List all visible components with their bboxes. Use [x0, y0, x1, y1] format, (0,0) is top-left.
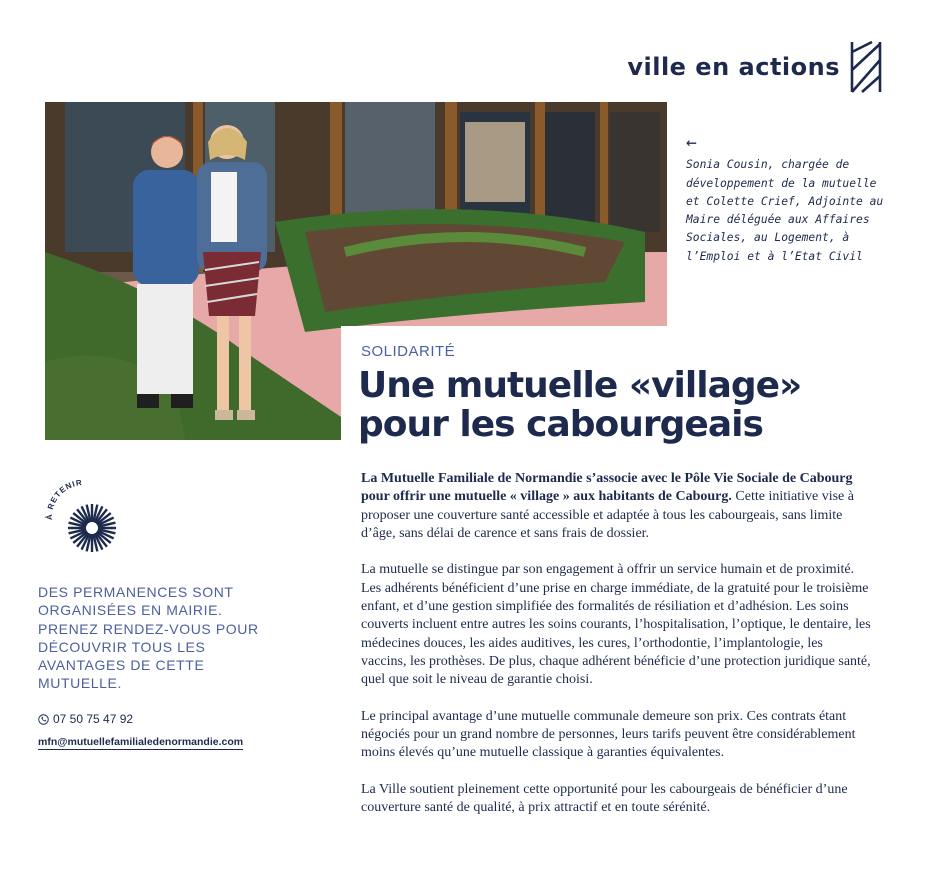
badge-text: À RETENIR	[44, 480, 84, 521]
brand-title: ville en actions	[627, 53, 840, 81]
photo-caption	[686, 134, 886, 266]
a-retenir-badge	[44, 480, 124, 556]
ville-logo-icon	[850, 40, 882, 94]
lead-bold: La Mutuelle Familiale de Normandie s’associe avec le Pôle Vie Sociale de Cabourg pour offrir une mutuelle « village » aux habitants de Cabourg.	[361, 471, 853, 505]
lead-rest: Cette initiative vise à proposer une couverture santé accessible et adaptée à tous les cabourgeais, sans limite d’âge, sans délai de carence et sans frais de dossier.	[361, 489, 854, 541]
left-arrow-icon: ←	[686, 132, 697, 153]
article-title-line-2: pour les cabourgeais	[358, 404, 763, 445]
sunburst-center	[88, 524, 96, 532]
article-title-line-1: Une mutuelle «village»	[358, 365, 802, 406]
phone-row[interactable]	[38, 712, 243, 726]
caption-text: Sonia Cousin, chargée de développement de la mutuelle et Colette Crief, Adjointe au Maire déléguée aux Affaires Sociales, au Logement, à l’Emploi et à l’Etat Civil	[686, 158, 884, 263]
email-link[interactable]: mfn@mutuellefamilialedenormandie.com	[38, 736, 244, 748]
aside-callout: DES PERMANENCES SONT ORGANISÉES EN MAIRIE. PRENEZ RENDEZ-VOUS POUR DÉCOUVRIR TOUS LES AVANTAGES DE CETTE MUTUELLE.	[38, 584, 259, 692]
svg-text:À RETENIR	[45, 480, 83, 520]
article-body	[361, 470, 871, 836]
paragraph-1	[361, 470, 871, 543]
article-title	[358, 366, 898, 444]
paragraph-2: La mutuelle se distingue par son engagement à offrir un service humain et de proximité. Les adhérents bénéficient d’une prise en charge immédiate, de la gratuité pour le troisième enfant, et d’une gestion simplifiée des formalités de résiliation et d’adhésion. Les soins couverts incluent entre autres les soins courants, l’hospitalisation, l’optique, le dentaire, les médecines douces, les aides auditives, les cures, l’orthodontie, l’implantologie, les vaccins, les prothèses. De plus, chaque adhérent bénéficie d’une protection juridique santé, quel que soit le niveau de garantie choisi.	[361, 562, 871, 688]
brand-header	[627, 40, 882, 94]
paragraph-4: La Ville soutient pleinement cette opportunité pour les cabourgeais de bénéficier d’une couverture santé de qualité, à prix attractif et en toute sérénité.	[361, 782, 848, 816]
sunburst-rays	[68, 504, 116, 552]
contact-block	[38, 712, 243, 748]
phone-icon	[38, 714, 49, 725]
paragraph-3: Le principal avantage d’une mutuelle communale demeure son prix. Ces contrats étant négociés pour un grand nombre de personnes, leurs tarifs peuvent être considérablement moins élevés qu’une mutuelle classique à garanties équivalentes.	[361, 708, 856, 761]
sunburst-icon	[44, 480, 124, 556]
phone-number: 07 50 75 47 92	[53, 712, 134, 726]
category-label: SOLIDARITÉ	[361, 343, 456, 360]
